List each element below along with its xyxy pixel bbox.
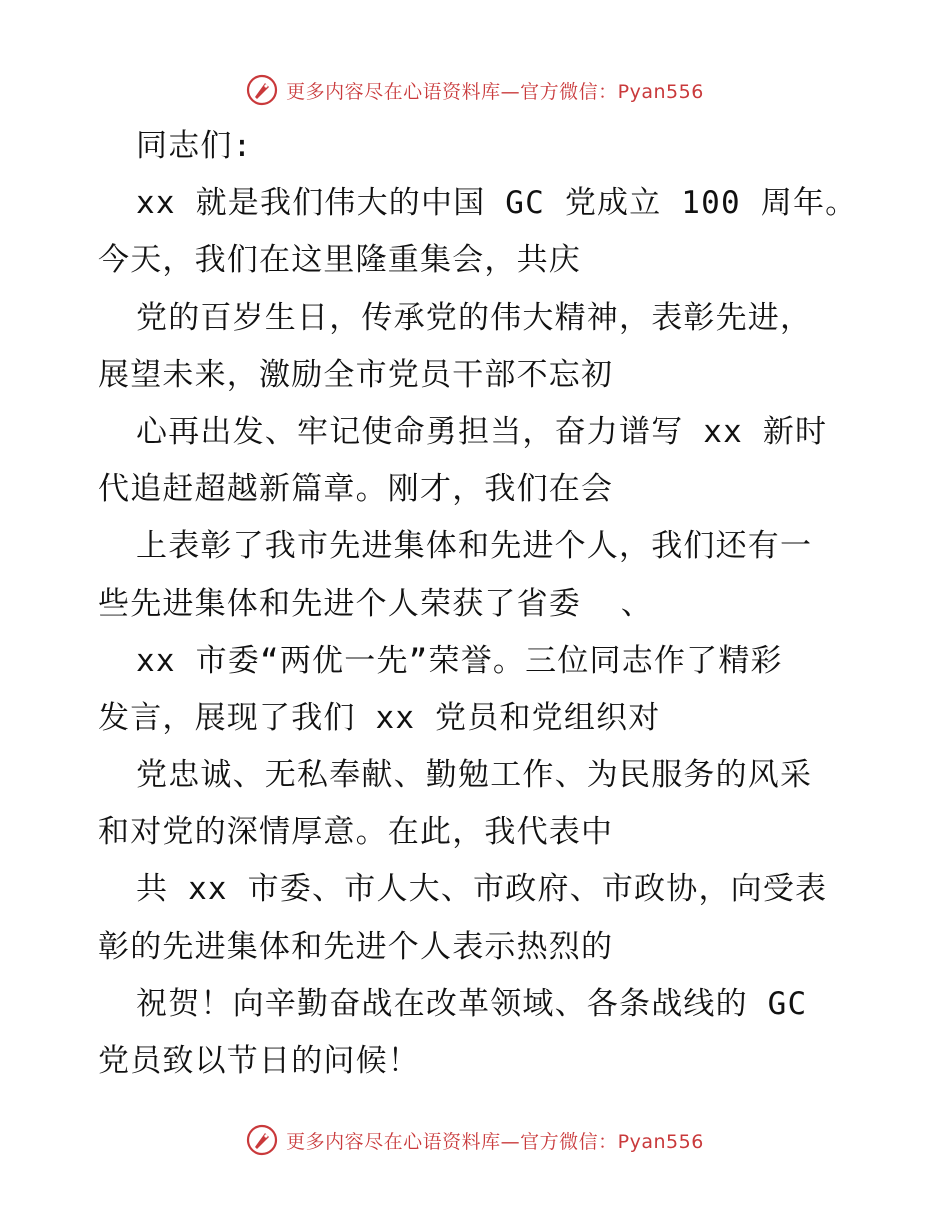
text-line-9: 些先进集体和先进个人荣获了省委 、 <box>98 585 653 622</box>
text-line-16: 祝贺！向辛勤奋战在改革领域、各条战线的 GC <box>136 985 808 1022</box>
footer-banner <box>0 1120 950 1160</box>
text-line-13: 和对党的深情厚意。在此，我代表中 <box>98 814 614 851</box>
text-line-15: 彰的先进集体和先进个人表示热烈的 <box>98 928 614 965</box>
text-line-7: 代追赶超越新篇章。刚才，我们在会 <box>98 471 614 508</box>
text-line-17: 党员致以节日的问候！ <box>98 1043 420 1079</box>
text-line-3: 今天，我们在这里隆重集会，共庆 <box>98 242 581 279</box>
document-body <box>98 118 858 1090</box>
text-line-6: 心再出发、牢记使命勇担当，奋力谱写 xx 新时 <box>136 413 828 450</box>
text-line-10: xx 市委“两优一先”荣誉。三位同志作了精彩 <box>136 642 783 679</box>
text-line-4: 党的百岁生日，传承党的伟大精神，表彰先进， <box>136 299 813 336</box>
text-line-1: 同志们: <box>136 128 253 164</box>
text-line-8: 上表彰了我市先进集体和先进个人，我们还有一 <box>136 528 813 565</box>
text-line-12: 党忠诚、无私奉献、勤勉工作、为民服务的风采 <box>136 757 813 794</box>
text-line-11: 发言，展现了我们 xx 党员和党组织对 <box>98 699 661 736</box>
text-line-2: xx 就是我们伟大的中国 GC 党成立 100 周年。 <box>136 185 858 222</box>
header-banner-text: 更多内容尽在心语资料库—官方微信：Pyan556 <box>286 80 704 103</box>
header-banner <box>0 70 950 110</box>
pen-nib-logo-icon <box>246 1124 278 1156</box>
text-line-5: 展望未来，激励全市党员干部不忘初 <box>98 356 614 393</box>
text-line-14: 共 xx 市委、市人大、市政府、市政协，向受表 <box>136 871 828 908</box>
pen-nib-logo-icon <box>246 74 278 106</box>
footer-banner-text: 更多内容尽在心语资料库—官方微信：Pyan556 <box>286 1130 704 1153</box>
